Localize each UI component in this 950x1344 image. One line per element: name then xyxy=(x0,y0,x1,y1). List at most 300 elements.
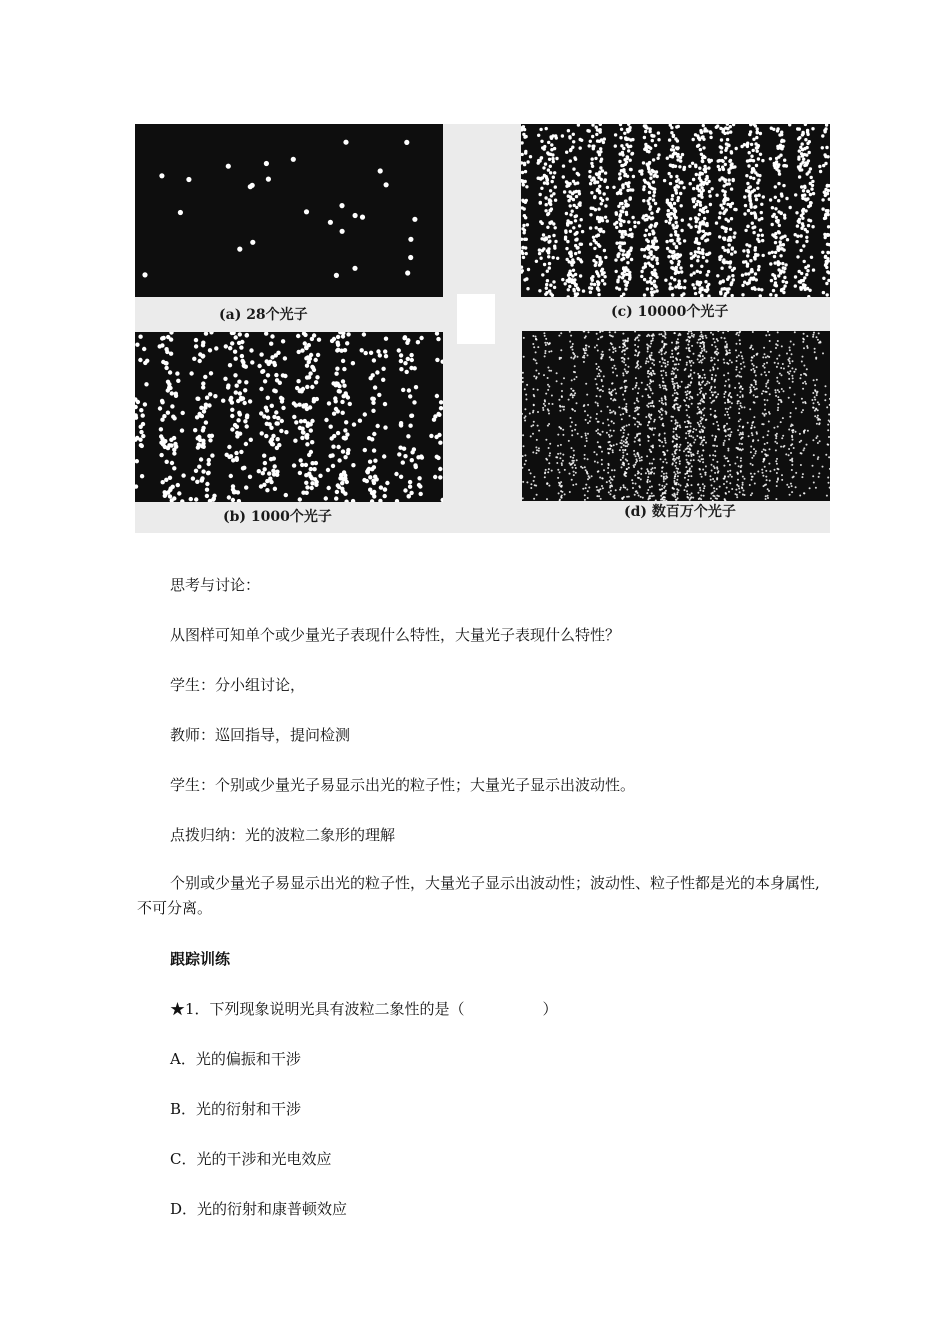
caption-b: (b) 1000个光子 xyxy=(223,509,332,525)
photon-dot xyxy=(577,124,580,127)
photon-dot xyxy=(236,399,240,403)
photon-dot xyxy=(727,450,729,452)
photon-dot xyxy=(587,414,589,416)
photon-dot xyxy=(230,341,234,345)
photon-dot xyxy=(713,423,715,425)
photon-dot xyxy=(619,346,621,348)
photon-dot xyxy=(548,235,551,238)
photon-dot xyxy=(646,182,649,185)
photon-dot xyxy=(304,481,308,485)
photon-dot xyxy=(729,435,731,437)
photon-dot xyxy=(612,479,614,481)
student-line-2: 学生：个别或少量光子易显示出光的粒子性；大量光子显示出波动性。 xyxy=(170,776,636,794)
photon-dot xyxy=(584,454,586,456)
photon-dot xyxy=(823,191,826,194)
photon-dot xyxy=(726,290,729,293)
photon-dot xyxy=(728,394,730,396)
photon-dot xyxy=(753,286,756,289)
photon-dot xyxy=(642,395,644,397)
photon-dot xyxy=(675,462,677,464)
photon-dot xyxy=(588,129,591,132)
photon-dot xyxy=(598,491,600,493)
photon-dot xyxy=(663,335,665,337)
photon-dot xyxy=(825,266,828,269)
photon-dot xyxy=(724,156,727,159)
photon-dot xyxy=(776,366,778,368)
discussion-heading: 思考与讨论： xyxy=(170,576,261,594)
photon-dot xyxy=(727,275,730,278)
photon-dot xyxy=(226,164,231,169)
photon-dot xyxy=(544,209,547,212)
photon-dot xyxy=(789,349,791,351)
photon-dot xyxy=(533,395,535,397)
photon-dot xyxy=(659,445,661,447)
photon-dot xyxy=(677,338,679,340)
photon-dot xyxy=(702,418,704,420)
photon-dot xyxy=(653,495,655,497)
photon-dot xyxy=(672,453,674,455)
photon-dot xyxy=(276,437,280,441)
photon-dot xyxy=(709,136,712,139)
photon-dot xyxy=(671,350,673,352)
photon-dot xyxy=(730,431,732,433)
caption-a: (a) 28个光子 xyxy=(219,307,308,323)
photon-dot xyxy=(334,372,338,376)
photon-dot xyxy=(818,418,820,420)
photon-dot xyxy=(823,129,826,132)
photon-dot xyxy=(768,463,770,465)
photon-dot xyxy=(138,438,142,442)
photon-dot xyxy=(403,361,407,365)
photon-dot xyxy=(729,384,731,386)
photon-dot xyxy=(679,426,681,428)
photon-dot xyxy=(770,279,773,282)
photon-dot xyxy=(543,403,545,405)
photon-dot xyxy=(699,376,701,378)
photon-dot xyxy=(160,437,164,441)
photon-dot xyxy=(332,337,336,341)
photon-dot xyxy=(802,402,804,404)
photon-dot xyxy=(739,371,741,373)
photon-dot xyxy=(262,454,266,458)
photon-dot xyxy=(653,421,655,423)
photon-dot xyxy=(732,235,735,238)
photon-dot xyxy=(821,198,824,201)
photon-dot xyxy=(720,150,723,153)
photon-dot xyxy=(673,455,675,457)
photon-dot xyxy=(265,479,269,483)
photon-dot xyxy=(790,483,792,485)
photon-dot xyxy=(196,445,200,449)
photon-dot xyxy=(383,425,387,429)
photon-dot xyxy=(638,352,640,354)
photon-dot xyxy=(538,430,540,432)
photon-dot xyxy=(749,203,752,206)
photon-dot xyxy=(654,223,657,226)
photon-dot xyxy=(691,162,694,165)
photon-dot xyxy=(698,408,700,410)
photon-dot xyxy=(575,424,577,426)
photon-dot xyxy=(740,466,742,468)
photon-dot xyxy=(661,414,663,416)
photon-dot xyxy=(603,375,605,377)
photon-dot xyxy=(711,377,713,379)
photon-dot xyxy=(692,497,694,499)
photon-dot xyxy=(675,245,678,248)
figure-center-patch xyxy=(457,294,495,344)
photon-dot xyxy=(223,377,227,381)
photon-dot xyxy=(661,365,663,367)
photon-dot xyxy=(524,151,527,154)
photon-dot xyxy=(701,382,703,384)
photon-dot xyxy=(614,133,617,136)
photon-dot xyxy=(522,434,524,436)
photon-dot xyxy=(538,447,540,449)
photon-dot xyxy=(550,143,553,146)
photon-dot xyxy=(571,460,573,462)
photon-dot xyxy=(701,159,704,162)
photon-dot xyxy=(768,252,771,255)
photon-dot xyxy=(535,336,537,338)
photon-dot xyxy=(242,363,246,367)
photon-dot xyxy=(413,366,417,370)
photon-dot xyxy=(726,127,729,130)
photon-dot xyxy=(781,437,783,439)
photon-dot xyxy=(812,192,815,195)
photon-dot xyxy=(659,489,661,491)
photon-dot xyxy=(746,182,749,185)
photon-dot xyxy=(169,352,173,356)
photon-dot xyxy=(591,157,594,160)
photon-dot xyxy=(754,194,757,197)
photon-dot xyxy=(690,452,692,454)
photon-dot xyxy=(801,131,804,134)
photon-dot xyxy=(603,180,606,183)
photon-dot xyxy=(791,464,793,466)
photon-dot xyxy=(779,154,782,157)
photon-dot xyxy=(673,373,675,375)
photon-dot xyxy=(637,413,639,415)
photon-dot xyxy=(805,383,807,385)
photon-dot xyxy=(541,249,544,252)
photon-dot xyxy=(649,383,651,385)
photon-dot xyxy=(551,470,553,472)
photon-dot xyxy=(690,454,692,456)
photon-dot xyxy=(522,224,525,227)
photon-dot xyxy=(677,352,679,354)
photon-dot xyxy=(180,499,184,502)
photon-dot xyxy=(774,241,777,244)
photon-dot xyxy=(584,499,586,501)
photon-dot xyxy=(233,350,237,354)
photon-dot xyxy=(547,141,550,144)
photon-dot xyxy=(271,469,275,473)
photon-dot xyxy=(814,348,816,350)
photon-dot xyxy=(780,367,782,369)
photon-dot xyxy=(597,462,599,464)
photon-dot xyxy=(300,348,304,352)
photon-dot xyxy=(677,271,680,274)
photon-dot xyxy=(621,151,624,154)
photon-dot xyxy=(818,472,820,474)
photon-dot xyxy=(581,436,583,438)
photon-dot xyxy=(725,391,727,393)
photon-dot xyxy=(675,434,677,436)
photon-dot xyxy=(578,251,581,254)
photon-dot xyxy=(523,278,526,281)
photon-dot xyxy=(568,285,571,288)
photon-dot xyxy=(756,431,758,433)
photon-dot xyxy=(408,255,413,260)
photon-dot xyxy=(602,390,604,392)
photon-dot xyxy=(531,425,533,427)
photon-dot xyxy=(158,406,162,410)
photon-dot xyxy=(718,216,721,219)
photon-dot xyxy=(579,146,582,149)
photon-dot xyxy=(563,406,565,408)
photon-dot xyxy=(625,211,628,214)
photon-dot xyxy=(776,472,778,474)
photon-dot xyxy=(571,379,573,381)
photon-dot xyxy=(221,399,225,403)
photon-dot xyxy=(765,385,767,387)
photon-dot xyxy=(608,424,610,426)
photon-dot xyxy=(298,389,302,393)
photon-dot xyxy=(237,411,241,415)
photon-dot xyxy=(172,466,176,470)
photon-dot xyxy=(718,235,721,238)
photon-dot xyxy=(623,270,626,273)
photon-dot xyxy=(602,141,605,144)
photon-dot xyxy=(603,249,606,252)
photon-dot xyxy=(794,284,797,287)
photon-dot xyxy=(368,460,372,464)
photon-dot xyxy=(636,460,638,462)
photon-dot xyxy=(231,458,235,462)
photon-dot xyxy=(692,362,694,364)
photon-dot xyxy=(613,422,615,424)
photon-dot xyxy=(135,459,139,463)
photon-dot xyxy=(813,379,815,381)
photon-dot xyxy=(700,186,703,189)
photon-dot xyxy=(695,429,697,431)
photon-dot xyxy=(788,486,790,488)
photon-dot xyxy=(629,415,631,417)
photon-dot xyxy=(593,178,596,181)
photon-dot xyxy=(671,464,673,466)
photon-dot xyxy=(570,357,572,359)
photon-dot xyxy=(568,440,570,442)
photon-dot xyxy=(624,287,627,290)
photon-dot xyxy=(622,413,624,415)
photon-dot xyxy=(801,217,804,220)
photon-dot xyxy=(665,334,667,336)
photon-dot xyxy=(827,225,830,228)
photon-dot xyxy=(649,388,651,390)
photon-dot xyxy=(750,389,752,391)
photon-dot xyxy=(698,459,700,461)
photon-dot xyxy=(753,455,755,457)
photon-dot xyxy=(727,470,729,472)
photon-dot xyxy=(776,458,778,460)
photon-dot xyxy=(612,359,614,361)
photon-dot xyxy=(665,366,667,368)
photon-dot xyxy=(663,473,665,475)
photon-dot xyxy=(752,464,754,466)
photon-dot xyxy=(244,485,248,489)
photon-dot xyxy=(826,495,828,497)
photon-dot xyxy=(670,250,673,253)
photon-dot xyxy=(209,332,213,335)
photon-dot xyxy=(664,353,666,355)
photon-dot xyxy=(549,443,551,445)
photon-dot xyxy=(799,286,802,289)
photon-dot xyxy=(609,412,611,414)
photon-dot xyxy=(658,333,660,335)
photon-dot xyxy=(750,391,752,393)
photon-dot xyxy=(651,139,654,142)
photon-dot xyxy=(264,161,269,166)
photon-dot xyxy=(699,335,701,337)
photon-dot xyxy=(342,367,346,371)
photon-dot xyxy=(238,332,242,336)
photon-dot xyxy=(792,431,794,433)
photon-dot xyxy=(619,210,622,213)
photon-dot xyxy=(612,367,614,369)
photon-dot xyxy=(736,360,738,362)
photon-dot xyxy=(346,448,350,452)
photon-dot xyxy=(614,398,616,400)
photon-dot xyxy=(567,280,570,283)
photon-dots xyxy=(135,332,443,502)
photon-dot xyxy=(587,490,589,492)
photon-dot xyxy=(661,488,663,490)
photon-dot xyxy=(826,234,829,237)
photon-dot xyxy=(532,451,534,453)
photon-dot xyxy=(653,280,656,283)
photon-dot xyxy=(159,453,163,457)
photon-dot xyxy=(561,491,563,493)
photon-dot xyxy=(666,476,668,478)
photon-dot xyxy=(742,388,744,390)
photon-dot xyxy=(305,364,309,368)
photon-dot xyxy=(811,399,813,401)
photon-dot xyxy=(707,166,710,169)
photon-dot xyxy=(372,432,376,436)
photon-dot xyxy=(826,184,829,187)
photon-dot xyxy=(721,287,724,290)
photon-dot xyxy=(607,472,609,474)
photon-dot xyxy=(625,439,627,441)
summary-paragraph: 个别或少量光子易显示出光的粒子性，大量光子显示出波动性；波动性、粒子性都是光的本身属性,不可分离。 xyxy=(137,874,820,917)
photon-dot xyxy=(547,408,549,410)
photon-dot xyxy=(791,485,793,487)
photon-dot xyxy=(297,350,301,354)
photon-dot xyxy=(769,470,771,472)
photon-dot xyxy=(729,352,731,354)
photon-dot xyxy=(694,254,697,257)
photon-dot xyxy=(786,484,788,486)
photon-dot xyxy=(582,488,584,490)
photon-dot xyxy=(646,256,649,259)
photon-dot xyxy=(198,352,202,356)
photon-dot xyxy=(545,393,547,395)
photon-dot xyxy=(738,408,740,410)
photon-dot xyxy=(806,368,808,370)
photon-dot xyxy=(237,499,241,502)
photon-dot xyxy=(775,347,777,349)
photon-dot xyxy=(547,152,550,155)
photon-dot xyxy=(636,399,638,401)
photon-dot xyxy=(586,394,588,396)
photon-dot xyxy=(332,412,336,416)
photon-dot xyxy=(716,421,718,423)
photon-dot xyxy=(614,413,616,415)
photon-dot xyxy=(304,356,308,360)
photon-dot xyxy=(539,128,542,131)
photon-dot xyxy=(749,130,752,133)
photon-dot xyxy=(662,423,664,425)
photon-dot xyxy=(556,456,558,458)
photon-dot xyxy=(552,280,555,283)
photon-dot xyxy=(690,331,692,332)
photon-dot xyxy=(343,428,347,432)
photon-dot xyxy=(632,487,634,489)
photon-dot xyxy=(672,242,675,245)
photon-dot xyxy=(665,442,667,444)
photon-dot xyxy=(542,166,545,169)
photon-dot xyxy=(774,469,776,471)
photon-dot xyxy=(330,436,334,440)
photon-dot xyxy=(753,394,755,396)
photon-dot xyxy=(693,336,695,338)
photon-dot xyxy=(264,434,268,438)
photon-dot xyxy=(687,493,689,495)
photon-dot xyxy=(680,286,683,289)
photon-dot xyxy=(590,277,593,280)
photon-dot xyxy=(261,369,265,373)
photon-dot xyxy=(646,455,648,457)
photon-dot xyxy=(200,476,204,480)
photon-dot xyxy=(548,403,550,405)
photon-dot xyxy=(724,385,726,387)
photon-dot xyxy=(547,471,549,473)
photon-dot xyxy=(621,440,623,442)
photon-dot xyxy=(571,463,573,465)
photon-dot xyxy=(712,454,714,456)
photon-dot xyxy=(671,239,674,242)
photon-dot xyxy=(331,464,335,468)
photon-dot xyxy=(735,349,737,351)
photon-dot xyxy=(677,472,679,474)
photon-dot xyxy=(723,362,725,364)
photon-dot xyxy=(727,408,729,410)
photon-dot xyxy=(622,293,625,296)
photon-dot xyxy=(761,159,764,162)
photon-dot xyxy=(267,471,271,475)
photon-dot xyxy=(281,406,285,410)
photon-dot xyxy=(614,331,616,333)
photon-dot xyxy=(775,498,777,500)
photon-dot xyxy=(625,364,627,366)
photon-dot xyxy=(652,427,654,429)
photon-dot xyxy=(689,494,691,496)
photon-dot xyxy=(595,378,597,380)
photon-dot xyxy=(571,421,573,423)
photon-dot xyxy=(652,242,655,245)
photon-dot xyxy=(273,464,277,468)
photon-dot xyxy=(577,173,580,176)
